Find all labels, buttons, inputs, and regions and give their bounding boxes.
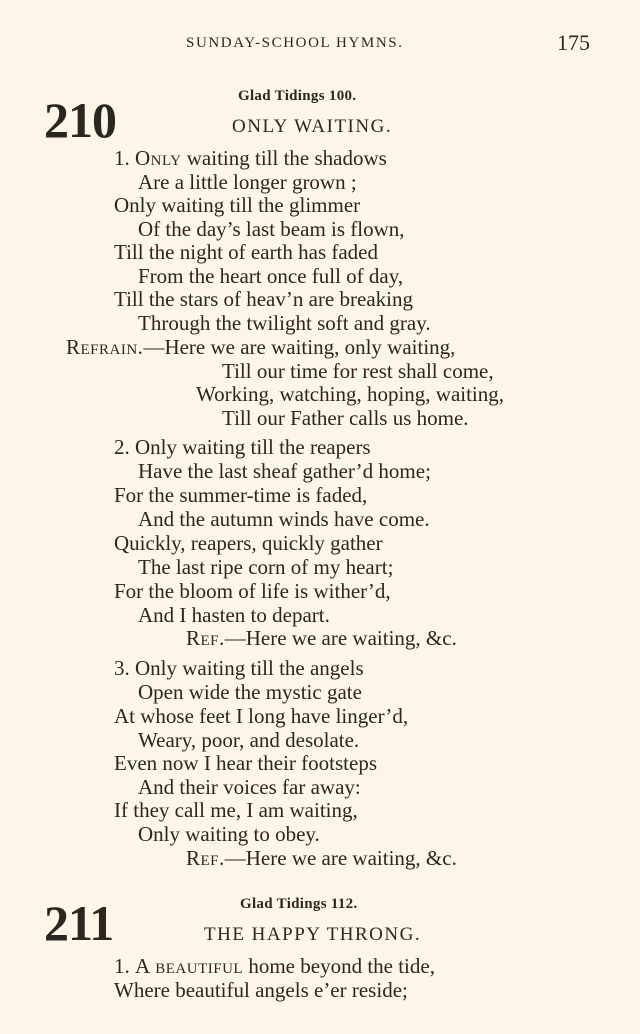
tune-reference: Glad Tidings 100. [238, 88, 357, 104]
small-caps-word: A beautiful [135, 954, 244, 978]
verse-line: Open wide the mystic gate [138, 680, 362, 704]
hymn-number: 211 [44, 895, 114, 951]
verse-line: Where beautiful angels e’er reside; [114, 978, 408, 1002]
refrain-line: Till our Father calls us home. [222, 406, 469, 430]
refrain-line: Till our time for rest shall come, [222, 359, 494, 383]
verse-number: 1. [114, 146, 135, 170]
verse-line: The last ripe corn of my heart; [138, 555, 394, 579]
verse-line: Through the twilight soft and gray. [138, 311, 431, 335]
verse-line: Have the last sheaf gather’d home; [138, 459, 431, 483]
verse-line [114, 954, 435, 978]
refrain-line [66, 335, 455, 359]
verse-line: Till the night of earth has faded [114, 240, 379, 264]
verse-line: Even now I hear their footsteps [114, 751, 378, 775]
verse-line: Only waiting till the glimmer [114, 193, 361, 217]
verse-text: waiting till the shadows [181, 146, 387, 170]
refrain-label: Ref. [186, 626, 225, 650]
verse-line: Of the day’s last beam is flown, [138, 217, 405, 241]
verse-line [114, 146, 387, 170]
hymn-title: THE HAPPY THRONG. [204, 924, 422, 945]
running-head [0, 30, 640, 58]
verse-line: Only waiting to obey. [138, 822, 320, 846]
verse-line: Are a little longer grown ; [138, 170, 357, 194]
verse-line: And I hasten to depart. [138, 603, 330, 627]
verse-number: 1. [114, 954, 135, 978]
tune-reference: Glad Tidings 112. [240, 896, 358, 912]
verse-line: Quickly, reapers, quickly gather [114, 531, 383, 555]
running-title: SUNDAY-SCHOOL HYMNS. [186, 35, 404, 51]
verse-text: home beyond the tide, [243, 954, 435, 978]
refrain-text: —Here we are waiting, &c. [224, 846, 457, 870]
verse-line: For the bloom of life is wither’d, [114, 579, 391, 603]
verse-line: If they call me, I am waiting, [114, 798, 358, 822]
refrain-label: Refrain. [66, 335, 144, 359]
verse-line: And the autumn winds have come. [138, 507, 430, 531]
refrain-line [186, 626, 457, 650]
hymn-title: ONLY WAITING. [232, 116, 393, 137]
verse-line: And their voices far away: [138, 775, 361, 799]
verse-line: 2. Only waiting till the reapers [114, 435, 371, 459]
hymn-number: 210 [44, 92, 116, 148]
refrain-line: Working, watching, hoping, waiting, [196, 382, 505, 406]
refrain-text: —Here we are waiting, only waiting, [143, 335, 456, 359]
verse-line: For the summer-time is faded, [114, 483, 368, 507]
verse-line: At whose feet I long have linger’d, [114, 704, 409, 728]
small-caps-word: Only [135, 146, 182, 170]
verse-line: From the heart once full of day, [138, 264, 404, 288]
verse-line: Till the stars of heav’n are breaking [114, 287, 413, 311]
refrain-text: —Here we are waiting, &c. [224, 626, 457, 650]
refrain-label: Ref. [186, 846, 225, 870]
verse-line: Weary, poor, and desolate. [138, 728, 360, 752]
page-number: 175 [557, 30, 590, 55]
refrain-line [186, 846, 457, 870]
verse-line: 3. Only waiting till the angels [114, 656, 364, 680]
